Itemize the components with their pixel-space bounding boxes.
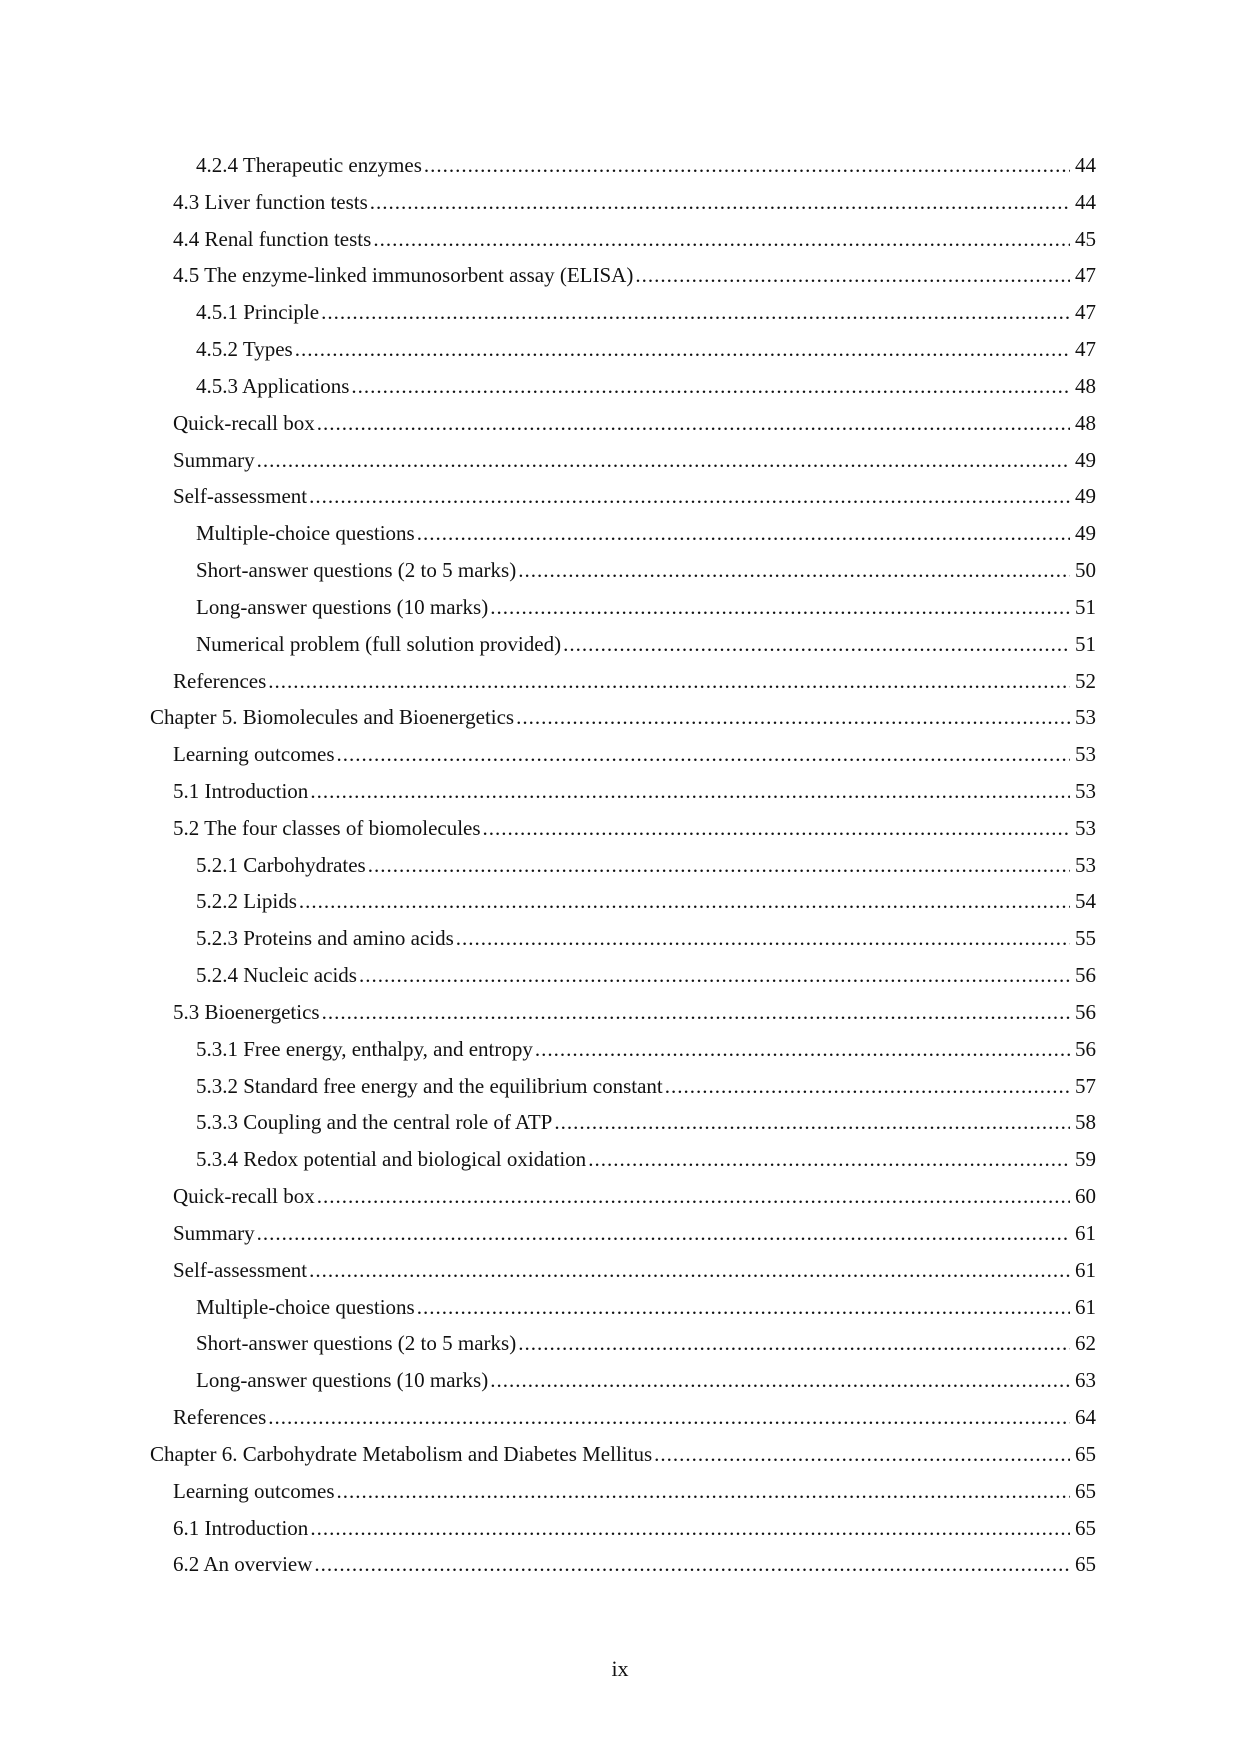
toc-entry[interactable] <box>150 589 1096 626</box>
toc-entry[interactable] <box>150 1105 1096 1142</box>
toc-entry-page: 44 <box>1075 189 1096 214</box>
toc-entry[interactable] <box>150 994 1096 1031</box>
toc-entry-title: Self-assessment <box>173 484 308 509</box>
toc-entry-title: References <box>173 1405 267 1430</box>
toc-entry[interactable] <box>150 147 1096 184</box>
toc-entry-page: 58 <box>1075 1110 1096 1135</box>
toc-entry-title: 5.3.2 Standard free energy and the equilibrium constant <box>196 1073 663 1098</box>
toc-entry-title: Chapter 6. Carbohydrate Metabolism and Diabetes Mellitus <box>150 1441 653 1466</box>
toc-dot-leader <box>295 339 1070 360</box>
toc-entry-title: 4.5.2 Types <box>196 337 293 362</box>
toc-entry-title: Quick-recall box <box>173 410 315 435</box>
toc-entry[interactable] <box>150 699 1096 736</box>
toc-entry-title: 6.1 Introduction <box>173 1515 309 1540</box>
toc-dot-leader <box>257 450 1070 471</box>
toc-entry-page: 49 <box>1075 521 1096 546</box>
toc-entry[interactable] <box>150 1326 1096 1363</box>
toc-dot-leader <box>516 707 1070 728</box>
toc-entry-title: Self-assessment <box>173 1257 308 1282</box>
toc-entry-title: Long-answer questions (10 marks) <box>196 1368 489 1393</box>
toc-entry[interactable] <box>150 442 1096 479</box>
toc-entry[interactable] <box>150 663 1096 700</box>
toc-dot-leader <box>317 1186 1070 1207</box>
toc-entry[interactable] <box>150 1436 1096 1473</box>
toc-entry[interactable] <box>150 1031 1096 1068</box>
toc-entry[interactable] <box>150 294 1096 331</box>
table-of-contents <box>150 147 1096 1583</box>
toc-entry-title: Summary <box>173 1220 255 1245</box>
toc-entry-page: 47 <box>1075 300 1096 325</box>
toc-entry-page: 61 <box>1075 1294 1096 1319</box>
toc-entry-title: 5.2.2 Lipids <box>196 889 297 914</box>
toc-entry-page: 56 <box>1075 1036 1096 1061</box>
toc-entry-page: 56 <box>1075 963 1096 988</box>
toc-dot-leader <box>563 634 1070 655</box>
toc-entry[interactable] <box>150 1141 1096 1178</box>
toc-entry-page: 56 <box>1075 999 1096 1024</box>
toc-dot-leader <box>483 818 1070 839</box>
toc-entry-title: 6.2 An overview <box>173 1552 313 1577</box>
toc-entry-page: 61 <box>1075 1220 1096 1245</box>
toc-entry-page: 53 <box>1075 742 1096 767</box>
toc-entry-title: 5.2.3 Proteins and amino acids <box>196 926 454 951</box>
toc-entry-page: 57 <box>1075 1073 1096 1098</box>
toc-entry[interactable] <box>150 773 1096 810</box>
toc-entry-title: Learning outcomes <box>173 742 335 767</box>
toc-dot-leader <box>322 1002 1070 1023</box>
toc-entry-page: 53 <box>1075 815 1096 840</box>
toc-entry-title: Numerical problem (full solution provided) <box>196 631 562 656</box>
toc-dot-leader <box>309 486 1070 507</box>
toc-entry[interactable] <box>150 1473 1096 1510</box>
toc-entry-page: 44 <box>1075 152 1096 177</box>
toc-dot-leader <box>490 1370 1070 1391</box>
toc-entry-title: Summary <box>173 447 255 472</box>
toc-entry-page: 53 <box>1075 852 1096 877</box>
toc-entry[interactable] <box>150 368 1096 405</box>
toc-dot-leader <box>317 413 1070 434</box>
toc-entry-title: 4.4 Renal function tests <box>173 226 372 251</box>
toc-entry-title: Short-answer questions (2 to 5 marks) <box>196 1331 517 1356</box>
toc-dot-leader <box>310 781 1070 802</box>
toc-entry-page: 63 <box>1075 1368 1096 1393</box>
toc-dot-leader <box>370 192 1070 213</box>
toc-entry[interactable] <box>150 1510 1096 1547</box>
toc-entry-title: 4.5.3 Applications <box>196 373 350 398</box>
toc-entry[interactable] <box>150 847 1096 884</box>
toc-entry-page: 65 <box>1075 1441 1096 1466</box>
toc-entry-title: Multiple-choice questions <box>196 521 415 546</box>
toc-entry-title: 4.5.1 Principle <box>196 300 320 325</box>
toc-entry[interactable] <box>150 257 1096 294</box>
toc-entry[interactable] <box>150 1068 1096 1105</box>
toc-entry-title: Short-answer questions (2 to 5 marks) <box>196 558 517 583</box>
toc-dot-leader <box>351 376 1070 397</box>
toc-dot-leader <box>417 523 1070 544</box>
toc-dot-leader <box>588 1149 1070 1170</box>
toc-entry[interactable] <box>150 810 1096 847</box>
toc-entry[interactable] <box>150 920 1096 957</box>
toc-dot-leader <box>314 1554 1070 1575</box>
toc-entry[interactable] <box>150 1252 1096 1289</box>
toc-entry[interactable] <box>150 626 1096 663</box>
toc-entry-title: 5.1 Introduction <box>173 778 309 803</box>
toc-entry[interactable] <box>150 552 1096 589</box>
toc-entry-page: 50 <box>1075 558 1096 583</box>
toc-entry[interactable] <box>150 1546 1096 1583</box>
toc-dot-leader <box>359 965 1070 986</box>
toc-entry-page: 49 <box>1075 484 1096 509</box>
toc-dot-leader <box>535 1039 1070 1060</box>
toc-entry-page: 53 <box>1075 778 1096 803</box>
toc-dot-leader <box>268 1407 1070 1428</box>
toc-dot-leader <box>310 1518 1070 1539</box>
toc-entry-page: 65 <box>1075 1515 1096 1540</box>
toc-entry-title: 5.2.4 Nucleic acids <box>196 963 357 988</box>
toc-dot-leader <box>337 744 1070 765</box>
page-number: ix <box>611 1656 629 1681</box>
toc-entry-title: Quick-recall box <box>173 1184 315 1209</box>
toc-entry-page: 62 <box>1075 1331 1096 1356</box>
toc-dot-leader <box>456 928 1070 949</box>
toc-entry-page: 60 <box>1075 1184 1096 1209</box>
toc-entry-title: 5.3.4 Redox potential and biological oxidation <box>196 1147 587 1172</box>
toc-dot-leader <box>373 229 1070 250</box>
toc-dot-leader <box>518 1333 1070 1354</box>
toc-entry[interactable] <box>150 478 1096 515</box>
toc-dot-leader <box>490 597 1070 618</box>
toc-entry-title: 5.2 The four classes of biomolecules <box>173 815 481 840</box>
toc-entry[interactable] <box>150 1399 1096 1436</box>
toc-entry-title: 5.3 Bioenergetics <box>173 999 320 1024</box>
toc-dot-leader <box>368 855 1070 876</box>
toc-dot-leader <box>299 891 1070 912</box>
toc-entry-title: Long-answer questions (10 marks) <box>196 594 489 619</box>
toc-entry-page: 47 <box>1075 263 1096 288</box>
toc-dot-leader <box>337 1481 1070 1502</box>
toc-entry[interactable] <box>150 884 1096 921</box>
toc-entry-page: 61 <box>1075 1257 1096 1282</box>
toc-entry-title: Learning outcomes <box>173 1478 335 1503</box>
toc-entry-page: 53 <box>1075 705 1096 730</box>
toc-entry-page: 45 <box>1075 226 1096 251</box>
toc-entry-title: 4.3 Liver function tests <box>173 189 368 214</box>
toc-entry-title: 5.2.1 Carbohydrates <box>196 852 366 877</box>
toc-entry-title: 5.3.1 Free energy, enthalpy, and entropy <box>196 1036 533 1061</box>
toc-entry[interactable] <box>150 221 1096 258</box>
toc-entry[interactable] <box>150 1362 1096 1399</box>
toc-entry[interactable] <box>150 957 1096 994</box>
toc-dot-leader <box>635 265 1070 286</box>
toc-entry[interactable] <box>150 1178 1096 1215</box>
toc-entry[interactable] <box>150 1289 1096 1326</box>
toc-entry-page: 65 <box>1075 1478 1096 1503</box>
toc-entry-page: 64 <box>1075 1405 1096 1430</box>
toc-entry-page: 48 <box>1075 373 1096 398</box>
toc-entry-title: 4.5 The enzyme-linked immunosorbent assay (ELISA) <box>173 263 634 288</box>
toc-entry-title: Multiple-choice questions <box>196 1294 415 1319</box>
toc-entry-title: 4.2.4 Therapeutic enzymes <box>196 152 422 177</box>
toc-dot-leader <box>417 1297 1070 1318</box>
toc-entry-title: Chapter 5. Biomolecules and Bioenergetics <box>150 705 515 730</box>
toc-dot-leader <box>321 302 1070 323</box>
toc-dot-leader <box>424 155 1070 176</box>
toc-entry-page: 59 <box>1075 1147 1096 1172</box>
toc-entry[interactable] <box>150 736 1096 773</box>
toc-entry[interactable] <box>150 1215 1096 1252</box>
toc-entry-title: 5.3.3 Coupling and the central role of ATP <box>196 1110 553 1135</box>
toc-entry-page: 52 <box>1075 668 1096 693</box>
toc-entry[interactable] <box>150 184 1096 221</box>
toc-dot-leader <box>654 1444 1070 1465</box>
toc-entry-page: 54 <box>1075 889 1096 914</box>
toc-entry-page: 55 <box>1075 926 1096 951</box>
toc-entry[interactable] <box>150 405 1096 442</box>
toc-entry[interactable] <box>150 515 1096 552</box>
toc-dot-leader <box>257 1223 1070 1244</box>
toc-dot-leader <box>554 1112 1070 1133</box>
toc-dot-leader <box>518 560 1070 581</box>
toc-entry-page: 51 <box>1075 631 1096 656</box>
toc-entry[interactable] <box>150 331 1096 368</box>
toc-entry-page: 47 <box>1075 337 1096 362</box>
toc-dot-leader <box>268 671 1070 692</box>
toc-entry-page: 49 <box>1075 447 1096 472</box>
toc-entry-title: References <box>173 668 267 693</box>
toc-entry-page: 51 <box>1075 594 1096 619</box>
toc-entry-page: 65 <box>1075 1552 1096 1577</box>
toc-dot-leader <box>665 1076 1070 1097</box>
toc-dot-leader <box>309 1260 1070 1281</box>
toc-entry-page: 48 <box>1075 410 1096 435</box>
